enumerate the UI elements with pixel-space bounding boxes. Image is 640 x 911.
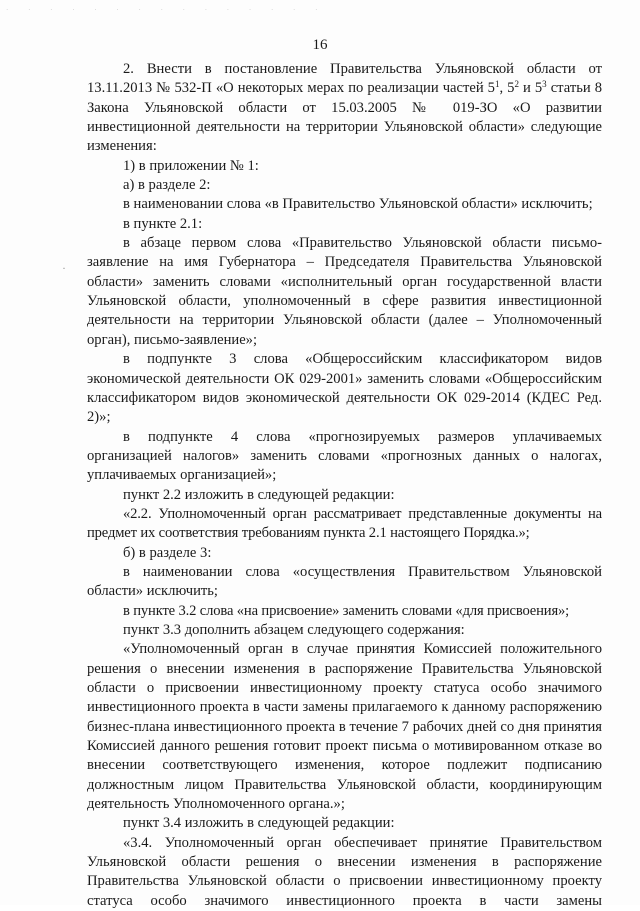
paragraph	[87, 563, 602, 602]
margin-mark: ·	[62, 261, 66, 275]
paragraph	[87, 602, 602, 621]
paragraph	[87, 60, 602, 157]
paragraph-text: в пункте 3.2 слова «на присвоение» заменить словами «для присвоения»;	[123, 602, 570, 619]
paragraph	[87, 544, 602, 563]
paragraph-text: в наименовании слова «в Правительство Ульяновской области» исключить;	[123, 196, 593, 213]
paragraph	[87, 621, 602, 640]
paragraph	[87, 834, 602, 911]
scan-artifact: · · · · · · · · · · · · · · ·	[6, 6, 327, 14]
paragraph	[87, 234, 602, 350]
paragraph	[87, 350, 602, 427]
paragraph	[87, 814, 602, 833]
paragraph-text: 1) в приложении № 1:	[123, 157, 259, 174]
paragraph	[87, 176, 602, 195]
paragraph-text: а) в разделе 2:	[123, 177, 211, 194]
paragraph	[87, 640, 602, 814]
paragraph-text: в подпункте 3 слова «Общероссийским классификатором видов экономической деятельности ОК 029-2001» заменить словами «Общероссийским классификатором видов экономической деятельности ОК 029-2014 (КДЕС Ред. 2)»;	[87, 351, 602, 426]
paragraph-text: «Уполномоченный орган в случае принятия Комиссией положительного решения о внесении изменения в распоряжение Правительства Ульяновской области о присвоении инвестиционному проекту статуса особо значимого инвестиционного проекта в части замены прилагаемого к данному распоряжению бизнес-плана инвестиционного проекта в течение 7 рабочих дней со дня принятия Комиссией данного решения готовит проект письма о мотивированном отказе во внесении соответствующего изменения, которое подлежит подписанию должностным лицом Правительства Ульяновской области, координирующим деятельность Уполномоченного органа.»;	[87, 641, 602, 813]
paragraph-text: в подпункте 4 слова «прогнозируемых размеров уплачиваемых организацией налогов» заменить словами «прогнозных данных о налогах, уплачиваемых организацией»;	[87, 428, 602, 484]
superscript: 1	[494, 79, 500, 90]
paragraph	[87, 486, 602, 505]
paragraph-text: 2. Внести в постановление Правительства Ульяновской области от 13.11.2013 № 532-П «О некоторых мерах по реализации частей 5	[87, 61, 602, 97]
paragraph-text: пункт 3.3 дополнить абзацем следующего содержания:	[123, 621, 465, 638]
paragraph-text: б) в разделе 3:	[123, 544, 212, 561]
paragraph	[87, 428, 602, 486]
paragraph-text: пункт 3.4 изложить в следующей редакции:	[123, 815, 395, 832]
paragraph	[87, 215, 602, 234]
paragraph-text: статьи 8 Закона Ульяновской области от 15.03.2005 № 019-ЗО «О развитии инвестиционной деятельности на территории Ульяновской области» следующие изменения:	[87, 80, 603, 155]
paragraph	[87, 505, 602, 544]
page-number: 16	[312, 37, 328, 53]
paragraph-text: в абзаце первом слова «Правительство Ульяновской области письмо-заявление на имя Губернатора – Председателя Правительства Ульяновской области» заменить словами «исполнительный орган государственной власти Ульяновской области, уполномоченный в сфере развития инвестиционной деятельности на территории Ульяновской области (далее – Уполномоченный орган), письмо-заявление»;	[87, 235, 602, 348]
paragraph-text: «3.4. Уполномоченный орган обеспечивает принятие Правительством Ульяновской области решения о внесении изменения в распоряжение Правительства Ульяновской области о присвоении инвестиционному проекту статуса особо значимого инвестиционного проекта в части замены	[87, 834, 602, 909]
paragraph-text: пункт 2.2 изложить в следующей редакции:	[123, 486, 395, 503]
document-body	[87, 60, 602, 911]
superscript: 2	[514, 79, 519, 90]
paragraph-text: и 5	[518, 80, 543, 97]
paragraph-text: «2.2. Уполномоченный орган рассматривает представленные документы на предмет их соответствия требованиям пункта 2.1 настоящего Порядка.»;	[87, 505, 602, 542]
paragraph	[87, 157, 602, 176]
superscript: 3	[542, 79, 547, 90]
paragraph-text: , 5	[499, 80, 515, 97]
paragraph	[87, 195, 602, 214]
paragraph-text: в пункте 2.1:	[123, 215, 203, 232]
paragraph-text: в наименовании слова «осуществления Правительством Ульяновской области» исключить;	[87, 563, 602, 600]
